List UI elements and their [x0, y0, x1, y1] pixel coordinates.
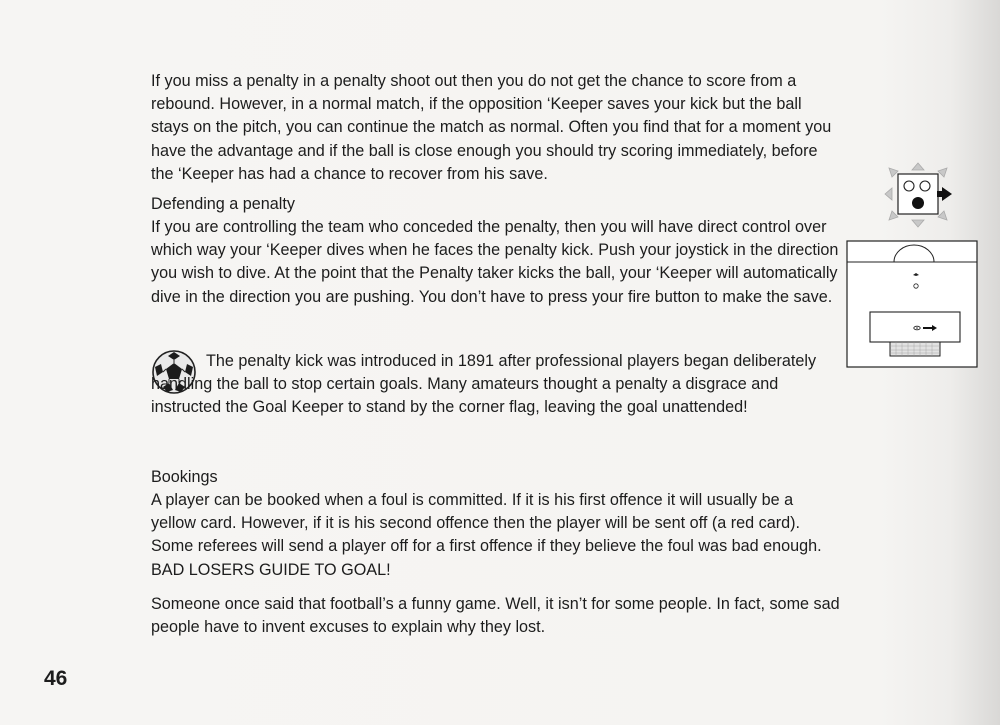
- funny-game-paragraph: Someone once said that football’s a funny game. Well, it isn’t for some people. In fact, some sad people have to invent excuses to explain why they lost.: [151, 595, 840, 637]
- bookings-heading: Bookings: [151, 468, 218, 486]
- penalty-area-diagram: [846, 240, 978, 368]
- bookings-paragraph: A player can be booked when a foul is committed. If it is his first offence it will usually be a yellow card. However, if it is his second offence then the player will be sent off (a red card). Some referees will send a player off for a first offence if they believe the foul was bad enough. BAD LOSERS GUIDE TO GOAL!: [151, 491, 822, 579]
- penalty-history-fact: The penalty kick was introduced in 1891 after professional players began deliberately handling the ball to stop certain goals. Many amateurs thought a penalty a disgrace and instructed the Goal Keeper to stand by the corner flag, leaving the goal unattended!: [151, 352, 817, 417]
- defending-penalty-heading: Defending a penalty: [151, 195, 295, 213]
- rebound-paragraph: If you miss a penalty in a penalty shoot out then you do not get the chance to score from a rebound. However, in a normal match, if the opposition ‘Keeper saves your kick but the ball stays on the pitch, you can continue the match as normal. Often you find that for a moment you have the advantage and if the ball is close enough you should try scoring immediately, before the ‘Keeper has had a chance to recover from his save.: [151, 72, 832, 183]
- page-number: 46: [44, 667, 68, 690]
- joystick-directions-icon: [880, 162, 960, 228]
- defending-penalty-paragraph: If you are controlling the team who conceded the penalty, then you will have direct control over which way your ‘Keeper dives when he faces the penalty kick. Push your joystick in the direction you wish to dive. At the point that the Penalty taker kicks the ball, your ‘Keeper will automatically dive in the direction you are pushing. You don’t have to press your fire button to make the save.: [151, 218, 839, 306]
